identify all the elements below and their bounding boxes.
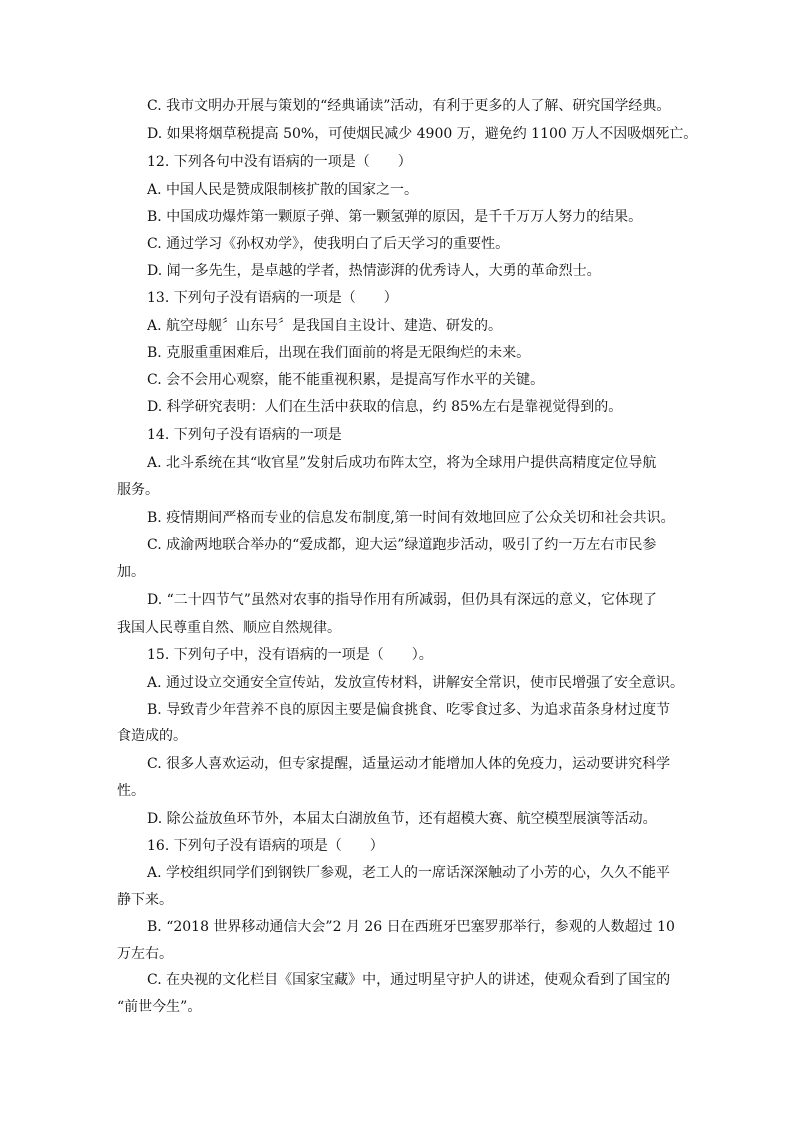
question-heading: 13. 下列句子没有语病的一项是（ ） xyxy=(147,290,398,306)
option-line: B. “2018 世界移动通信大会”2 月 26 日在西班牙巴塞罗那举行，参观的人数超过 10 xyxy=(147,919,675,935)
option-line: B. 克服重重困难后，出现在我们面前的将是无限绚烂的未来。 xyxy=(147,345,531,361)
option-line-continued: 万左右。 xyxy=(117,946,173,962)
option-line: A. 航空母舰〞山东号〞是我国自主设计、建造、研发的。 xyxy=(147,318,503,334)
option-line-continued: 加。 xyxy=(117,564,145,580)
option-line: C. 很多人喜欢运动，但专家提醒，适量运动才能增加人体的免疫力，运动要讲究科学 xyxy=(147,756,671,772)
option-line: A. 北斗系统在其“收官星”发射后成功布阵太空，将为全球用户提供高精度定位导航 xyxy=(147,455,657,471)
option-line: A. 学校组织同学们到钢铁厂参观，老工人的一席话深深触动了小芳的心，久久不能平 xyxy=(147,865,671,881)
option-line: B. 导致青少年营养不良的原因主要是偏食挑食、吃零食过多、为追求苗条身材过度节 xyxy=(147,702,671,718)
option-line: D. 科学研究表明：人们在生活中获取的信息，约 85%左右是靠视觉得到的。 xyxy=(147,399,623,415)
option-line-continued: 性。 xyxy=(117,783,145,799)
option-line-continued: 我国人民尊重自然、顺应自然规律。 xyxy=(117,620,341,636)
option-line: A. 中国人民是赞成限制核扩散的国家之一。 xyxy=(147,182,419,198)
option-line: A. 通过设立交通安全宣传站，发放宣传材料，讲解安全常识，使市民增强了安全意识。 xyxy=(147,675,685,691)
option-line-continued: 静下来。 xyxy=(117,892,173,908)
option-line: C. 在央视的文化栏目《国家宝藏》中，通过明星守护人的讲述，使观众看到了国宝的 xyxy=(147,972,671,988)
text-line: D. 如果将烟草税提高 50%，可使烟民减少 4900 万，避免约 1100 万人不因吸烟死亡。 xyxy=(147,126,698,142)
option-line: B. 疫情期间严格而专业的信息发布制度,第一时间有效地回应了公众关切和社会共识。 xyxy=(147,510,675,526)
option-line: B. 中国成功爆炸第一颗原子弹、第一颗氢弹的原因，是千千万万人努力的结果。 xyxy=(147,209,643,225)
question-heading: 12. 下列各句中没有语病的一项是（ ） xyxy=(147,154,412,170)
question-heading: 15. 下列句子中，没有语病的一项是（ ）。 xyxy=(147,647,433,663)
option-line-continued: “前世今生”。 xyxy=(117,999,202,1015)
text-line: C. 我市文明办开展与策划的“经典诵读”活动，有利于更多的人了解、研究国学经典。 xyxy=(147,98,671,114)
option-line: D. 除公益放鱼环节外，本届太白湖放鱼节，还有超模大赛、航空模型展演等活动。 xyxy=(147,811,657,827)
option-line: C. 成渝两地联合举办的“爱成都，迎大运”绿道跑步活动，吸引了约一万左右市民参 xyxy=(147,537,657,553)
option-line: C. 会不会用心观察，能不能重视积累，是提高写作水平的关键。 xyxy=(147,372,545,388)
option-line-continued: 服务。 xyxy=(117,482,159,498)
option-line: C. 通过学习《孙权劝学》，使我明白了后天学习的重要性。 xyxy=(147,236,510,252)
question-heading: 14. 下列句子没有语病的一项是 xyxy=(147,427,342,443)
option-line: D. 闻一多先生，是卓越的学者，热情澎湃的优秀诗人，大勇的革命烈士。 xyxy=(147,263,601,279)
option-line-continued: 食造成的。 xyxy=(117,728,187,744)
question-heading: 16. 下列句子没有语病的项是（ ） xyxy=(147,838,384,854)
option-line: D. “二十四节气”虽然对农事的指导作用有所减弱，但仍具有深远的意义，它体现了 xyxy=(147,592,657,608)
